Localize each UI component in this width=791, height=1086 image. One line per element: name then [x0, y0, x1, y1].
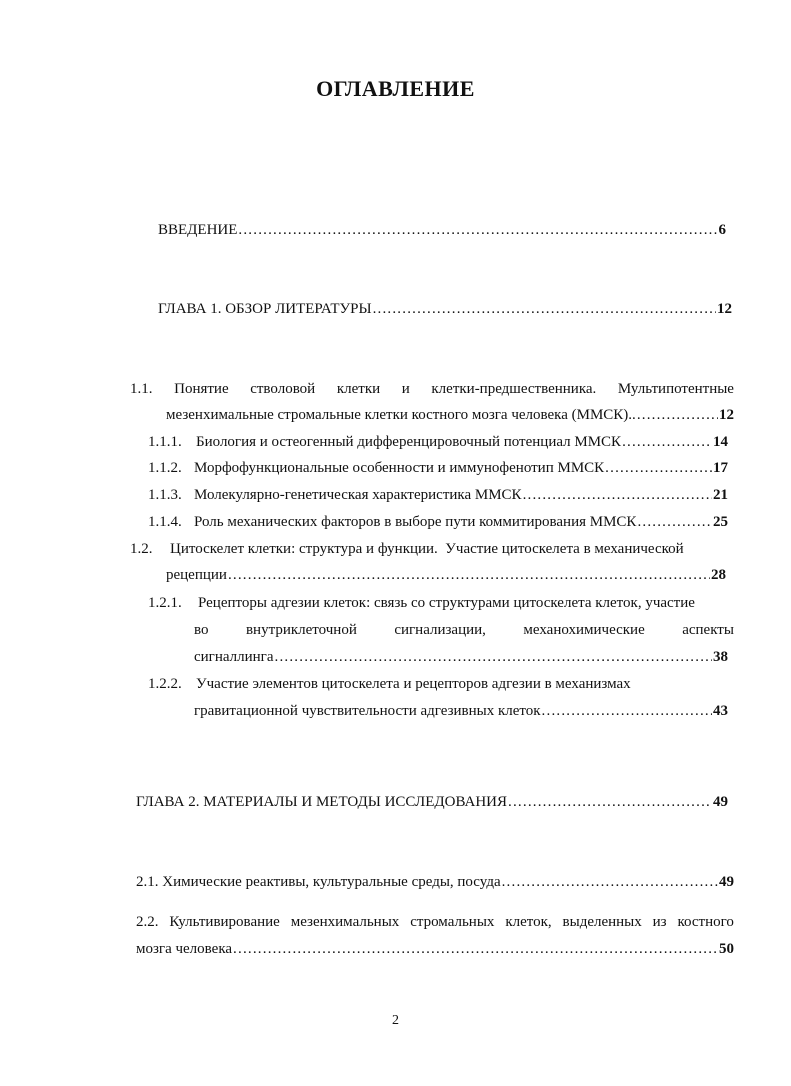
section-number: 1.1.1. [148, 434, 182, 450]
word: стволовой [250, 381, 316, 397]
toc-entry-page: 14 [713, 434, 728, 450]
word: клеток, [505, 914, 552, 930]
toc-entry-text: рецепции [166, 567, 227, 583]
leader-dots [542, 700, 712, 722]
word: костного [677, 914, 734, 930]
toc-entry-page: 12 [717, 301, 732, 317]
word: Мультипотентные [617, 381, 734, 397]
word: клетки [336, 381, 381, 397]
leader-dots [228, 564, 710, 586]
toc-entry-1-1-2 [148, 457, 728, 479]
toc-entry-1-1-4 [148, 511, 728, 533]
page-title: ОГЛАВЛЕНИЕ [316, 76, 475, 101]
word: аспекты [682, 622, 734, 638]
leader-dots [637, 511, 712, 533]
leader-dots [275, 646, 713, 668]
toc-entry-1-1-1 [148, 431, 728, 453]
section-number: 1.1. [130, 381, 153, 397]
toc-entry-text: мозга человека [136, 941, 233, 957]
word: мезенхимальных [290, 914, 400, 930]
toc-entry-text: 2.1. Химические реактивы, культуральные среды, посуда [136, 874, 501, 890]
word: механохимические [523, 622, 645, 638]
leader-dots [605, 457, 712, 479]
word: Понятие [174, 381, 229, 397]
toc-entry-text: Участие элементов цитоскелета и рецепторов адгезии в механизмах [196, 676, 631, 692]
section-number: 1.2. [130, 541, 153, 557]
toc-entry-page: 50 [719, 941, 734, 957]
section-number: 1.1.3. [148, 487, 182, 503]
word: во [194, 622, 209, 638]
toc-entry-2-2-line2 [136, 938, 734, 960]
toc-entry-2-1 [136, 871, 734, 893]
toc-entry-text: сигналлинга [194, 649, 274, 665]
toc-entry-chapter-1 [158, 298, 732, 320]
toc-entry-page: 43 [713, 703, 728, 719]
section-number: 1.2.2. [148, 676, 182, 692]
word: стромальных [410, 914, 495, 930]
toc-entry-1-2-1-line3 [194, 646, 728, 668]
toc-entry-page: 12 [719, 407, 734, 423]
toc-entry-page: 49 [719, 874, 734, 890]
toc-entry-1-2-line2 [166, 564, 726, 586]
toc-entry-text: Роль механических факторов в выборе пути коммитирования ММСК [194, 514, 637, 530]
toc-entry-text: Молекулярно-генетическая характеристика ММСК [194, 487, 522, 503]
leader-dots [508, 791, 712, 813]
toc-entry-page: 21 [713, 487, 728, 503]
word: Культивирование [169, 914, 280, 930]
toc-entry-page: 6 [718, 222, 726, 238]
toc-entry-text: мезенхимальные стромальные клетки костного мозга человека (ММСК).. [166, 407, 636, 423]
toc-entry-page: 38 [713, 649, 728, 665]
section-number: 1.2.1. [148, 595, 182, 611]
toc-entry-text: ГЛАВА 2. МАТЕРИАЛЫ И МЕТОДЫ ИССЛЕДОВАНИЯ [136, 794, 508, 810]
toc-entry-1-2-2-line2 [194, 700, 728, 722]
leader-dots [637, 404, 718, 426]
word: сигнализации, [394, 622, 486, 638]
toc-entry-2-2-line1 [136, 911, 734, 933]
section-number: 1.1.2. [148, 460, 182, 476]
toc-entry-text: Цитоскелет клетки: структура и функции. Участие цитоскелета в механической [170, 541, 684, 557]
toc-entry-page: 25 [713, 514, 728, 530]
page-number: 2 [392, 1013, 399, 1028]
toc-entry-page: 49 [713, 794, 728, 810]
toc-entry-1-1-line2 [166, 404, 734, 426]
toc-entry-text: ГЛАВА 1. ОБЗОР ЛИТЕРАТУРЫ [158, 301, 372, 317]
toc-entry-page: 17 [713, 460, 728, 476]
word: клетки-предшественника. [431, 381, 597, 397]
leader-dots [523, 484, 712, 506]
toc-entry-text: Биология и остеогенный дифференцировочный потенциал ММСК [196, 434, 622, 450]
toc-entry-intro [158, 219, 726, 241]
toc-entry-text: Морфофункциональные особенности и иммунофенотип ММСК [194, 460, 605, 476]
toc-entry-chapter-2 [136, 791, 728, 813]
word: и [401, 381, 410, 397]
leader-dots [373, 298, 716, 320]
toc-entry-text: ВВЕДЕНИЕ [158, 222, 238, 238]
toc-entry-1-2-1-line1 [148, 592, 734, 614]
toc-entry-1-1-3 [148, 484, 728, 506]
section-number: 1.1.4. [148, 514, 182, 530]
toc-entry-text: Рецепторы адгезии клеток: связь со структурами цитоскелета клеток, участие [198, 595, 695, 611]
toc-entry-1-2-2-line1 [148, 673, 734, 695]
word: 2.2. [136, 914, 159, 930]
word: внутриклеточной [245, 622, 357, 638]
leader-dots [622, 431, 712, 453]
leader-dots [238, 219, 717, 241]
leader-dots [233, 938, 718, 960]
word: из [652, 914, 667, 930]
toc-entry-1-1-line1 [130, 378, 734, 400]
leader-dots [502, 871, 718, 893]
toc-entry-text: гравитационной чувствительности адгезивных клеток [194, 703, 541, 719]
toc-entry-page: 28 [711, 567, 726, 583]
toc-entry-1-2-line1 [130, 538, 734, 560]
word: выделенных [562, 914, 642, 930]
toc-entry-1-2-1-line2 [194, 619, 734, 641]
